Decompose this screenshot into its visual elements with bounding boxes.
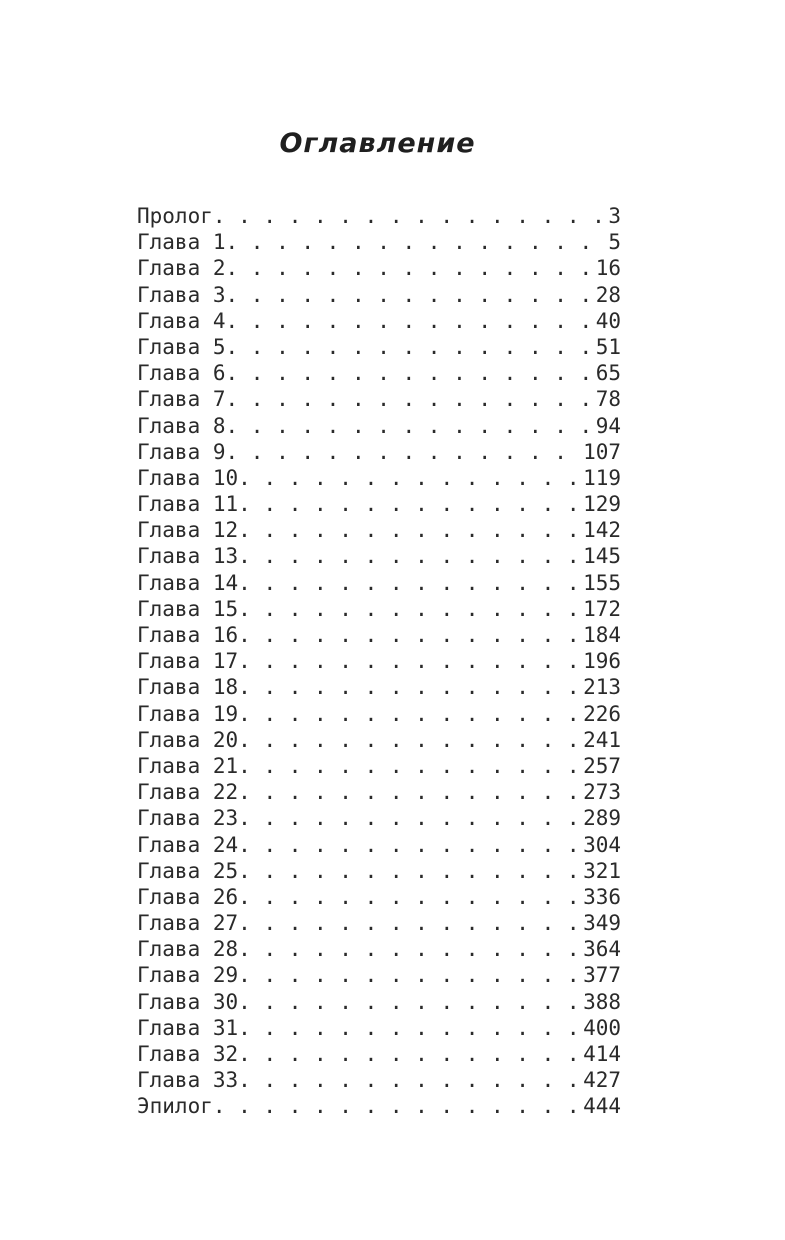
toc-entry	[137, 308, 621, 334]
toc-entry-page-number: 40	[595, 308, 621, 333]
toc-entry-title: Глава 15	[137, 596, 239, 621]
toc-entry-page-number: 196	[583, 649, 621, 674]
toc-entry-title: Глава 22	[137, 780, 239, 805]
toc-entry-title: Глава 4	[137, 308, 226, 333]
toc-entry-page-number: 241	[583, 727, 621, 752]
dot-leader	[238, 674, 577, 700]
toc-entry-page-number: 377	[583, 963, 621, 988]
toc-entry	[137, 517, 621, 543]
dot-leader	[226, 386, 590, 412]
dot-leader	[226, 360, 590, 386]
toc-entry	[137, 1093, 621, 1119]
toc-entry	[137, 1015, 621, 1041]
toc-entry-page-number: 184	[583, 623, 621, 647]
toc-entry-title: Глава 20	[137, 727, 239, 752]
toc-entry-title: Глава 29	[137, 963, 239, 988]
dot-leader	[238, 936, 577, 962]
toc-entry-title: Глава 18	[137, 675, 239, 700]
toc-entry-title: Глава 11	[137, 492, 239, 517]
toc-entry-title: Глава 17	[137, 649, 239, 674]
dot-leader	[238, 1067, 577, 1093]
toc-entry-page-number: 145	[583, 544, 621, 569]
toc-entry-title: Глава 30	[137, 989, 239, 1014]
toc-entry	[137, 674, 621, 700]
dot-leader	[226, 308, 590, 334]
toc-entry-page-number: 129	[583, 492, 621, 517]
toc-entry-page-number: 94	[595, 413, 621, 438]
toc-entry	[137, 1041, 621, 1067]
toc-entry-title: Глава 32	[137, 1042, 239, 1066]
dot-leader	[226, 413, 590, 439]
dot-leader	[238, 779, 577, 805]
toc-entry-title: Глава 24	[137, 832, 239, 857]
toc-entry-title: Глава 25	[137, 858, 239, 883]
toc-entry	[137, 203, 621, 229]
toc-entry	[137, 386, 621, 412]
toc-entry-title: Глава 28	[137, 937, 239, 962]
toc-entry	[137, 229, 621, 255]
toc-entry	[137, 832, 621, 858]
toc-entry	[137, 753, 621, 779]
toc-entry-page-number: 427	[583, 1068, 621, 1093]
toc-entry-title: Глава 21	[137, 753, 239, 778]
toc-entry-page-number: 155	[583, 570, 621, 595]
toc-entry-title: Пролог	[137, 204, 213, 228]
dot-leader	[238, 989, 577, 1015]
dot-leader	[238, 858, 577, 884]
toc-entry-title: Глава 3	[137, 282, 226, 307]
toc-entry	[137, 701, 621, 727]
toc-entry-page-number: 78	[595, 387, 621, 412]
toc-entry-title: Глава 12	[137, 518, 239, 543]
dot-leader	[238, 543, 577, 569]
dot-leader	[226, 439, 578, 465]
toc-entry	[137, 727, 621, 753]
toc-entry-title: Глава 6	[137, 361, 226, 386]
toc-entry-page-number: 65	[595, 361, 621, 386]
toc-entry	[137, 360, 621, 386]
toc-entry	[137, 910, 621, 936]
table-of-contents	[137, 203, 621, 1120]
toc-entry-title: Глава 1	[137, 230, 226, 255]
toc-entry-page-number: 304	[583, 832, 621, 857]
toc-entry-page-number: 119	[583, 465, 621, 490]
toc-entry-page-number: 28	[595, 282, 621, 307]
toc-entry-title: Глава 9	[137, 439, 226, 464]
toc-entry-title: Глава 31	[137, 1015, 239, 1040]
toc-entry-page-number: 289	[583, 806, 621, 831]
toc-entry	[137, 858, 621, 884]
toc-entry-title: Глава 27	[137, 911, 239, 936]
dot-leader	[238, 727, 577, 753]
toc-entry-title: Глава 8	[137, 413, 226, 438]
toc-entry	[137, 936, 621, 962]
dot-leader	[238, 622, 577, 648]
toc-entry-page-number: 321	[583, 858, 621, 883]
dot-leader	[238, 884, 577, 910]
toc-entry-page-number: 444	[583, 1094, 621, 1119]
toc-entry-page-number: 107	[583, 439, 621, 464]
dot-leader	[238, 517, 577, 543]
toc-entry-title: Глава 13	[137, 544, 239, 569]
toc-entry-page-number: 388	[583, 989, 621, 1014]
toc-entry-title: Глава 14	[137, 570, 239, 595]
toc-entry	[137, 805, 621, 831]
toc-entry	[137, 884, 621, 910]
toc-entry-page-number: 3	[608, 204, 621, 228]
toc-entry-title: Глава 26	[137, 884, 239, 909]
dot-leader	[213, 1093, 577, 1119]
toc-entry-page-number: 349	[583, 911, 621, 936]
toc-entry	[137, 282, 621, 308]
toc-entry	[137, 962, 621, 988]
dot-leader	[238, 648, 577, 674]
toc-entry-page-number: 172	[583, 596, 621, 621]
dot-leader	[238, 753, 577, 779]
toc-entry-page-number: 16	[595, 256, 621, 281]
toc-entry-title: Глава 16	[137, 623, 239, 647]
toc-entry-page-number: 226	[583, 701, 621, 726]
dot-leader	[238, 596, 577, 622]
toc-entry-page-number: 414	[583, 1042, 621, 1066]
dot-leader	[238, 910, 577, 936]
toc-entry-page-number: 364	[583, 937, 621, 962]
toc-entry-page-number: 142	[583, 518, 621, 543]
toc-entry	[137, 570, 621, 596]
dot-leader	[226, 229, 603, 255]
dot-leader	[238, 570, 577, 596]
toc-entry-title: Глава 7	[137, 387, 226, 412]
toc-entry-page-number: 336	[583, 884, 621, 909]
dot-leader	[238, 832, 577, 858]
dot-leader	[238, 962, 577, 988]
toc-entry-page-number: 5	[608, 230, 621, 255]
toc-entry	[137, 465, 621, 491]
dot-leader	[238, 465, 577, 491]
toc-entry-title: Глава 5	[137, 334, 226, 359]
toc-entry-title: Глава 33	[137, 1068, 239, 1093]
toc-entry	[137, 648, 621, 674]
toc-entry	[137, 255, 621, 281]
dot-leader	[238, 1015, 577, 1041]
toc-entry-title: Эпилог	[137, 1094, 213, 1119]
toc-entry	[137, 491, 621, 517]
toc-entry	[137, 596, 621, 622]
toc-entry	[137, 989, 621, 1015]
toc-entry-title: Глава 23	[137, 806, 239, 831]
page-title: Оглавление	[279, 128, 476, 159]
toc-entry-page-number: 400	[583, 1015, 621, 1040]
dot-leader	[213, 203, 602, 229]
toc-entry	[137, 439, 621, 465]
toc-entry-page-number: 257	[583, 753, 621, 778]
toc-entry	[137, 543, 621, 569]
toc-entry-title: Глава 2	[137, 256, 226, 281]
dot-leader	[226, 282, 590, 308]
dot-leader	[226, 255, 590, 281]
dot-leader	[238, 701, 577, 727]
toc-entry	[137, 1067, 621, 1093]
toc-entry-page-number: 273	[583, 780, 621, 805]
dot-leader	[238, 1041, 577, 1067]
toc-entry-title: Глава 10	[137, 465, 239, 490]
toc-entry	[137, 622, 621, 648]
toc-entry-page-number: 51	[595, 334, 621, 359]
toc-entry	[137, 334, 621, 360]
dot-leader	[238, 491, 577, 517]
toc-entry-page-number: 213	[583, 675, 621, 700]
toc-entry	[137, 779, 621, 805]
toc-entry	[137, 413, 621, 439]
dot-leader	[226, 334, 590, 360]
dot-leader	[238, 805, 577, 831]
toc-entry-title: Глава 19	[137, 701, 239, 726]
